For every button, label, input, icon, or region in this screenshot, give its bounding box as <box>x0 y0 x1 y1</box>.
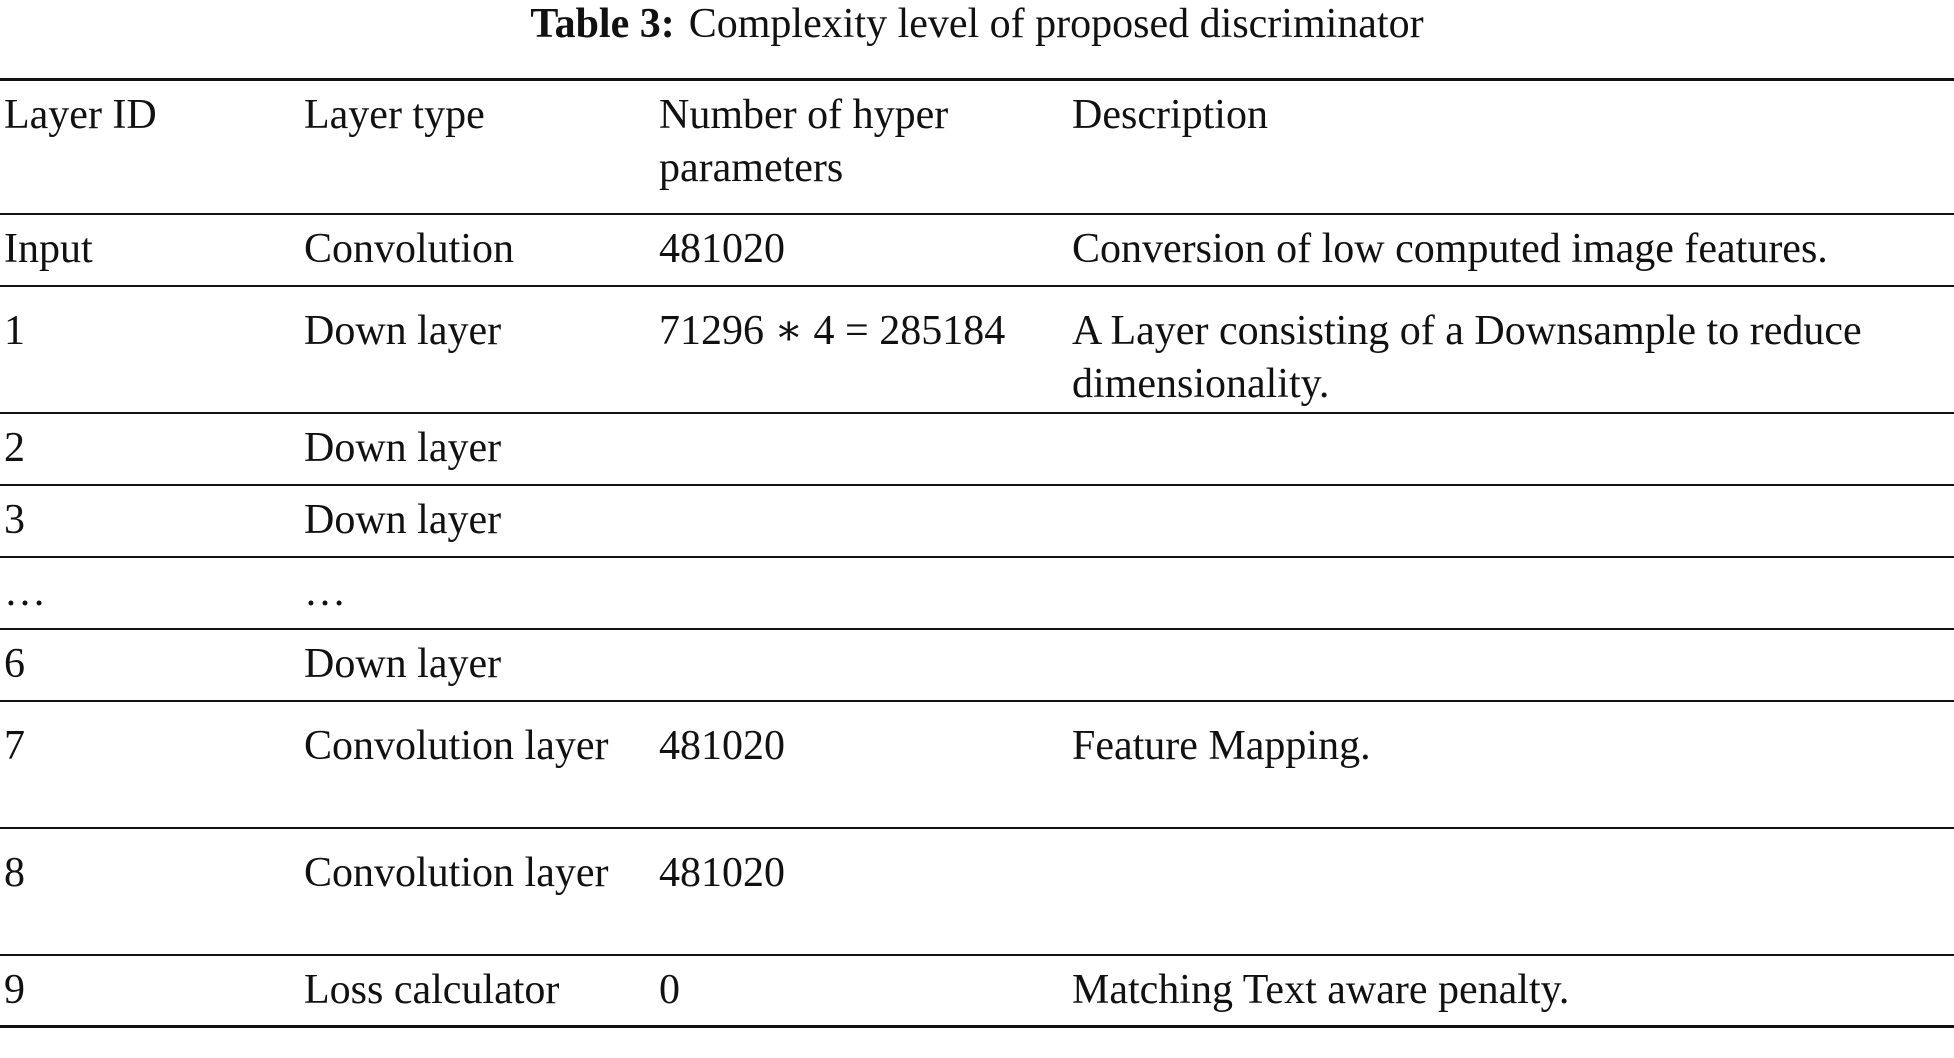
cell-layer-type: Loss calculator <box>304 966 560 1013</box>
header-hyper-parameters: Number of hyper parameters <box>659 92 949 191</box>
table-row <box>0 286 1954 413</box>
cell-description: A Layer consisting of a Downsample to reduce dimensionality. <box>1072 307 1862 407</box>
cell-layer-type: Down layer <box>304 424 502 471</box>
table-header-row <box>0 80 1954 214</box>
cell-description: Conversion of low computed image features. <box>1072 225 1828 272</box>
cell-layer-type: Convolution <box>304 225 515 272</box>
cell-layer-type: … <box>304 568 346 615</box>
cell-layer-id: 6 <box>4 640 25 687</box>
cell-layer-id: 8 <box>4 849 25 896</box>
cell-description <box>1068 557 1954 629</box>
cell-layer-id: … <box>4 568 46 615</box>
table-row <box>0 701 1954 828</box>
table-row <box>0 557 1954 629</box>
table-caption-text: Complexity level of proposed discriminator <box>688 1 1424 47</box>
cell-layer-id: 2 <box>4 424 25 471</box>
cell-description <box>1068 629 1954 701</box>
cell-layer-id: 1 <box>4 307 25 354</box>
cell-hyper-parameters: 71296 ∗ 4 = 285184 <box>659 307 1006 354</box>
table-row <box>0 214 1954 286</box>
header-description: Description <box>1072 92 1268 138</box>
cell-description: Feature Mapping. <box>1072 722 1371 769</box>
header-layer-id: Layer ID <box>4 92 157 138</box>
cell-hyper-parameters: 481020 <box>659 849 785 896</box>
cell-description <box>1068 828 1954 955</box>
cell-layer-type: Convolution layer <box>304 849 609 896</box>
header-layer-type: Layer type <box>304 92 485 138</box>
cell-hyper-parameters: 481020 <box>659 722 785 769</box>
cell-layer-id: Input <box>4 225 93 272</box>
cell-layer-type: Convolution layer <box>304 722 609 769</box>
cell-hyper-parameters: 481020 <box>659 225 785 272</box>
discriminator-complexity-table <box>0 78 1954 1028</box>
cell-layer-type: Down layer <box>304 307 502 354</box>
cell-layer-type: Down layer <box>304 640 502 687</box>
table-row <box>0 955 1954 1027</box>
cell-layer-type: Down layer <box>304 496 502 543</box>
table-row <box>0 413 1954 485</box>
cell-description <box>1068 485 1954 557</box>
cell-hyper-parameters <box>655 629 1068 701</box>
table-caption-label: Table 3: <box>530 1 675 47</box>
cell-hyper-parameters <box>655 557 1068 629</box>
cell-layer-id: 9 <box>4 966 25 1013</box>
cell-description: Matching Text aware penalty. <box>1072 966 1570 1013</box>
table-caption <box>0 0 1954 48</box>
table-row <box>0 629 1954 701</box>
cell-hyper-parameters <box>655 485 1068 557</box>
cell-layer-id: 7 <box>4 722 25 769</box>
table-row <box>0 828 1954 955</box>
cell-layer-id: 3 <box>4 496 25 543</box>
cell-description <box>1068 413 1954 485</box>
table-row <box>0 485 1954 557</box>
cell-hyper-parameters: 0 <box>659 966 680 1013</box>
cell-hyper-parameters <box>655 413 1068 485</box>
